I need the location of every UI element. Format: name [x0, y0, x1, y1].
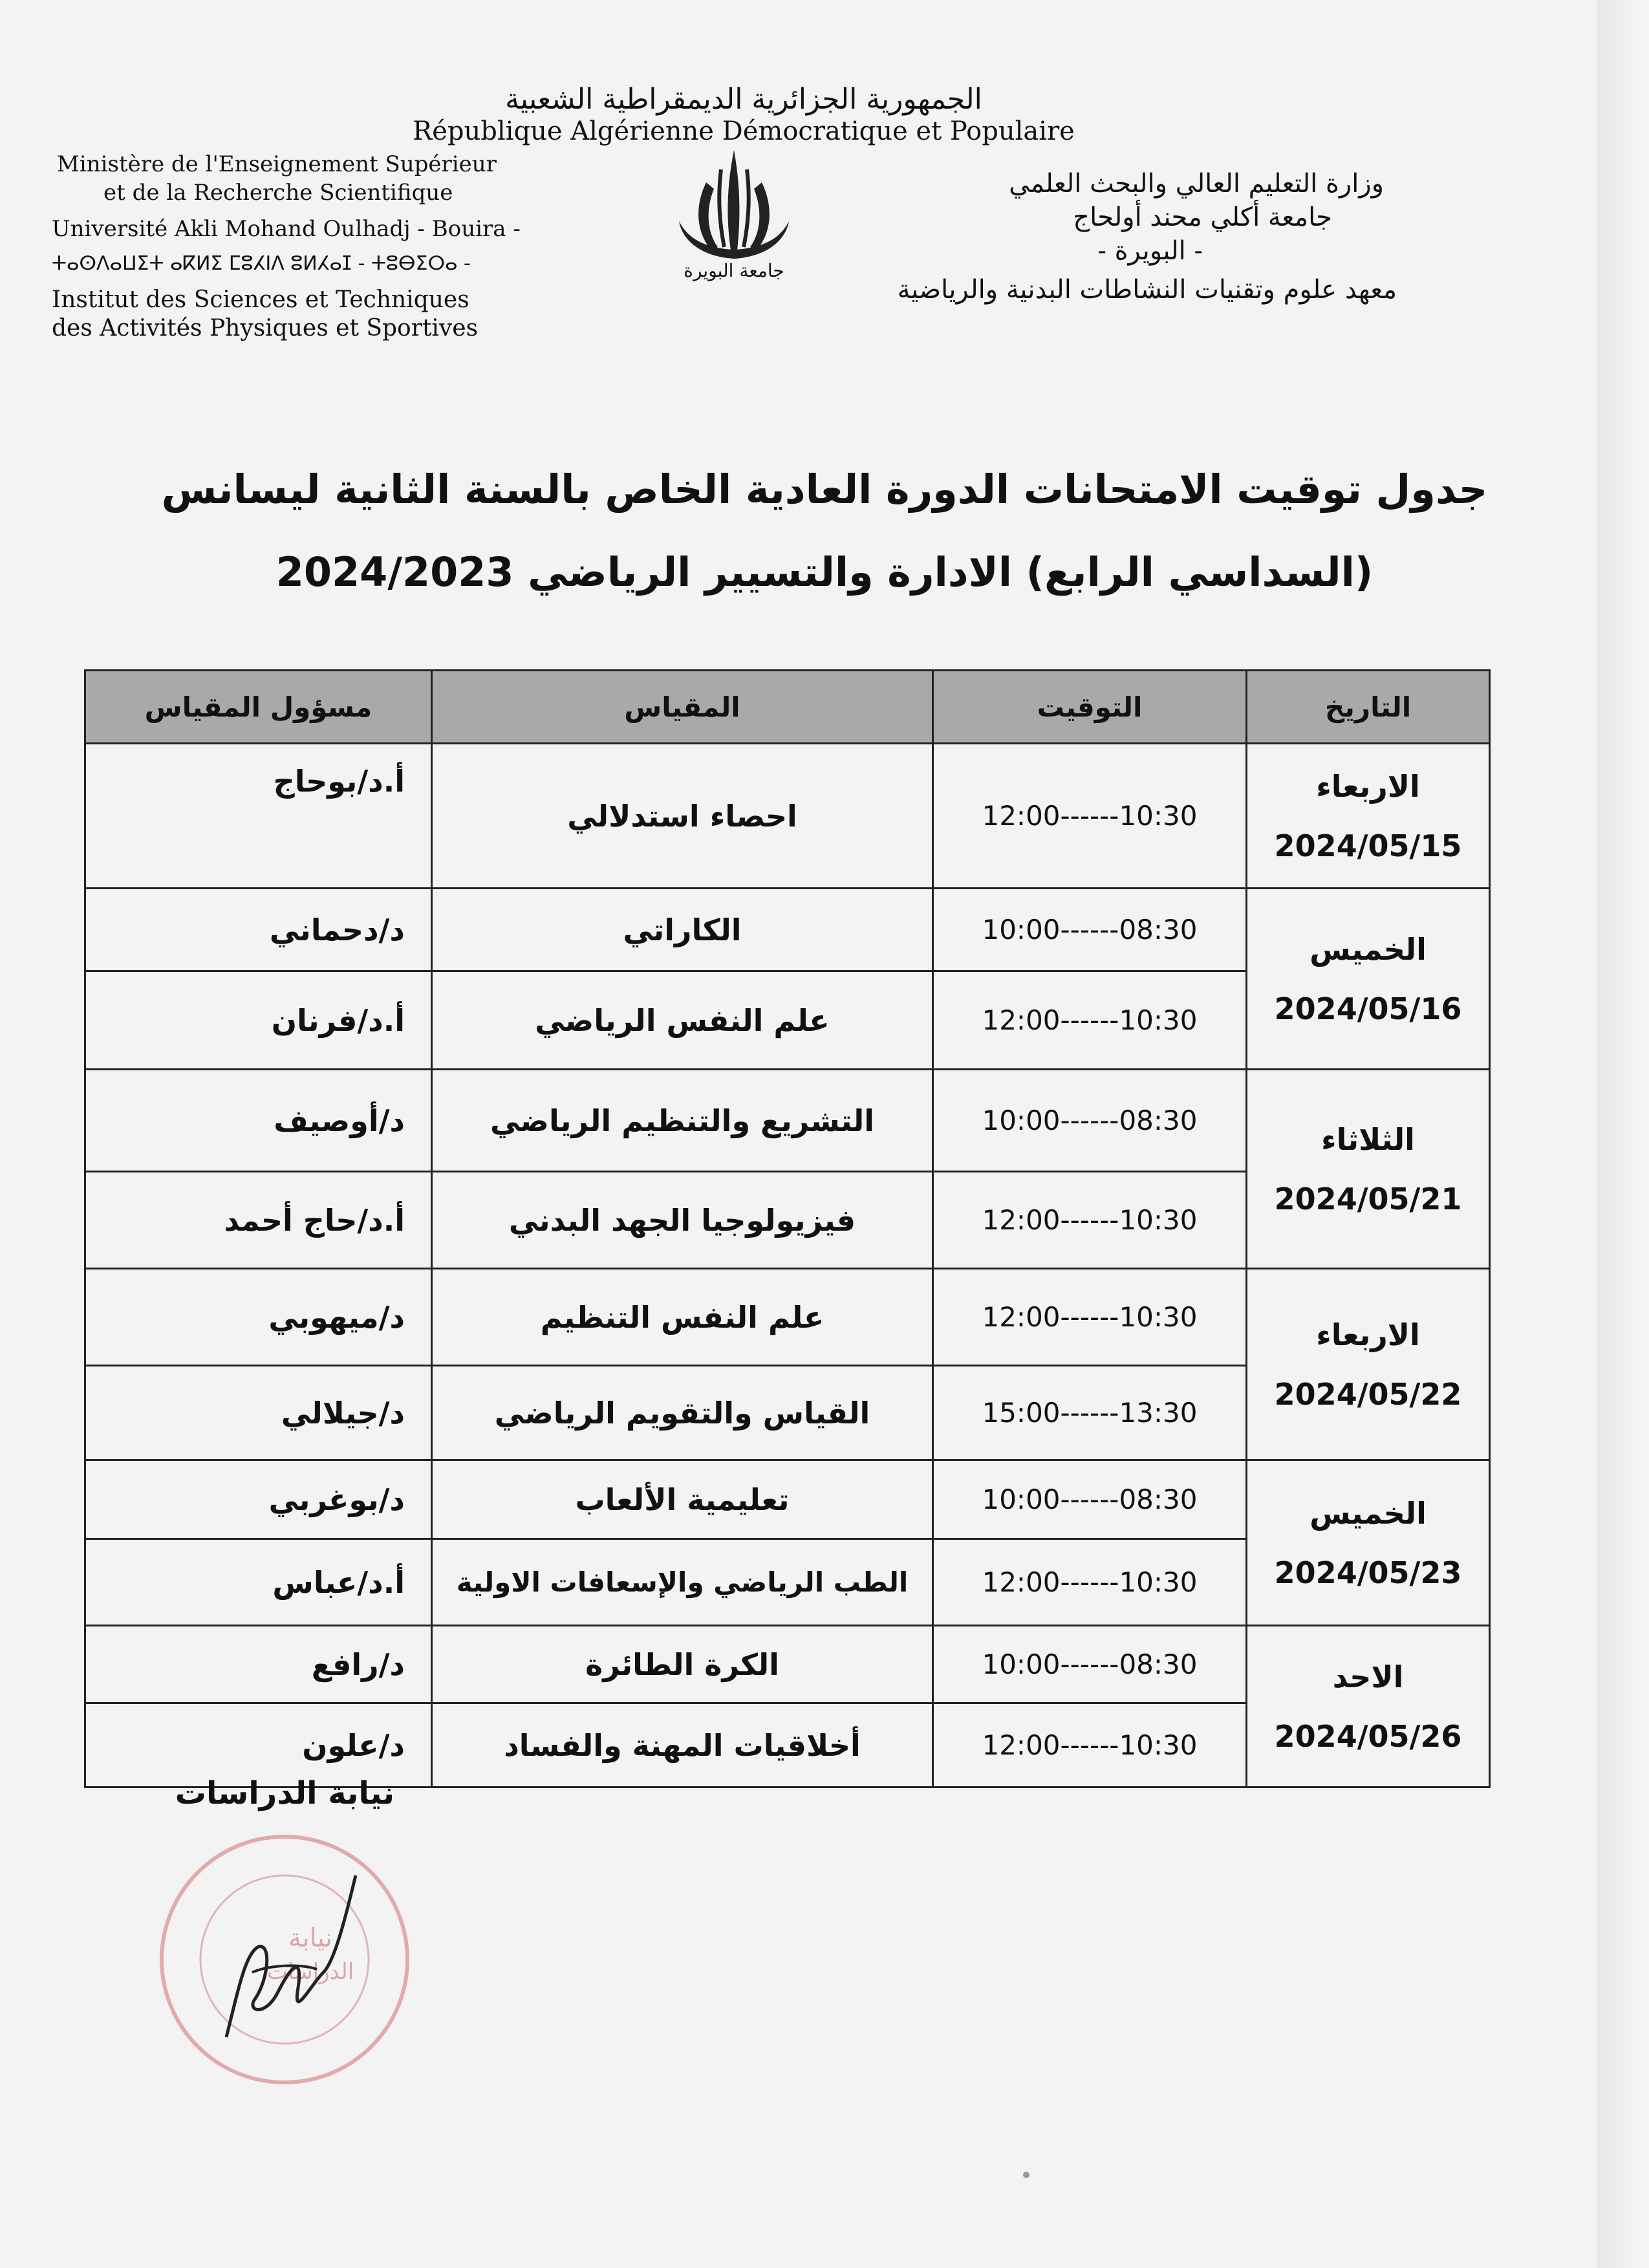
header-time: التوقيت [933, 671, 1247, 744]
day-name: الخميس [1310, 931, 1427, 967]
header-responsible: مسؤول المقياس [85, 671, 432, 744]
subject-cell: احصاء استدلالي [432, 744, 933, 889]
responsible-cell: أ.د/حاج أحمد [85, 1172, 432, 1269]
time-cell: 12:00------10:30 [933, 1269, 1247, 1366]
paper-speck [1023, 2172, 1029, 2178]
subject-cell: علم النفس الرياضي [432, 971, 933, 1070]
exam-schedule-table-wrapper [84, 669, 1489, 1788]
city-ar: - البويرة - [1097, 236, 1203, 266]
responsible-cell: د/ميهوبي [85, 1269, 432, 1366]
date-cell [1247, 1626, 1490, 1787]
table-row [85, 744, 1490, 889]
ministry-fr-line2: et de la Recherche Scientifique [103, 180, 453, 206]
subject-cell: فيزيولوجيا الجهد البدني [432, 1172, 933, 1269]
responsible-cell: د/رافع [85, 1626, 432, 1703]
exam-date: 2024/05/16 [1274, 991, 1462, 1026]
ministry-ar: وزارة التعليم العالي والبحث العلمي [1009, 169, 1384, 199]
date-cell [1247, 744, 1490, 889]
exam-date: 2024/05/22 [1274, 1376, 1462, 1412]
table-row [85, 1070, 1490, 1172]
time-cell: 15:00------13:30 [933, 1366, 1247, 1460]
table-row [85, 1626, 1490, 1703]
page-title-line1: جدول توقيت الامتحانات الدورة العادية الخاص بالسنة الثانية ليسانس [161, 466, 1488, 513]
responsible-cell: د/بوغربي [85, 1460, 432, 1539]
responsible-cell: د/علون [85, 1703, 432, 1787]
subject-cell: علم النفس التنظيم [432, 1269, 933, 1366]
university-logo [666, 144, 802, 292]
header-date: التاريخ [1247, 671, 1490, 744]
day-name: الاحد [1332, 1659, 1404, 1694]
responsible-cell: أ.د/فرنان [85, 971, 432, 1070]
university-ar: جامعة أكلي محند أولحاج [1073, 202, 1332, 232]
date-cell [1247, 1460, 1490, 1626]
studies-office-label: نيابة الدراسات [175, 1775, 394, 1811]
responsible-cell: د/دحماني [85, 889, 432, 971]
header-subject: المقياس [432, 671, 933, 744]
subject-cell: الكاراتي [432, 889, 933, 971]
stamp-icon [149, 1824, 420, 2095]
time-cell: 10:00------08:30 [933, 1626, 1247, 1703]
date-cell [1247, 1070, 1490, 1269]
institute-fr-line2: des Activités Physiques et Sportives [52, 315, 479, 341]
subject-cell: التشريع والتنظيم الرياضي [432, 1070, 933, 1172]
header-right-block [834, 167, 1397, 307]
time-cell: 12:00------10:30 [933, 744, 1247, 889]
responsible-cell: د/أوصيف [85, 1070, 432, 1172]
day-name: الخميس [1310, 1495, 1427, 1531]
day-name: الاربعاء [1316, 1317, 1420, 1352]
day-name: الثلاثاء [1321, 1121, 1415, 1157]
exam-schedule-table [84, 669, 1491, 1788]
day-name: الاربعاء [1316, 768, 1420, 804]
time-cell: 10:00------08:30 [933, 1070, 1247, 1172]
exam-date: 2024/05/21 [1274, 1181, 1462, 1216]
date-cell [1247, 1269, 1490, 1460]
responsible-cell: أ.د/بوحاج [85, 744, 432, 889]
institute-fr-line1: Institut des Sciences et Techniques [52, 286, 469, 313]
republic-arabic: الجمهورية الجزائرية الديمقراطية الشعبية [505, 83, 982, 116]
time-cell: 10:00------08:30 [933, 1460, 1247, 1539]
institute-ar: معهد علوم وتقنيات النشاطات البدنية والرياضية [897, 275, 1397, 305]
date-cell [1247, 889, 1490, 1070]
subject-cell: القياس والتقويم الرياضي [432, 1366, 933, 1460]
time-cell: 10:00------08:30 [933, 889, 1247, 971]
table-header-row [85, 671, 1490, 744]
responsible-cell: د/جيلالي [85, 1366, 432, 1460]
page-edge-shadow [1597, 0, 1649, 2268]
responsible-cell: أ.د/عباس [85, 1539, 432, 1626]
exam-date: 2024/05/15 [1274, 828, 1462, 863]
subject-cell: أخلاقيات المهنة والفساد [432, 1703, 933, 1787]
ministry-fr-line1: Ministère de l'Enseignement Supérieur [57, 151, 497, 177]
logo-caption: جامعة البويرة [684, 260, 784, 281]
time-cell: 12:00------10:30 [933, 1539, 1247, 1626]
time-cell: 12:00------10:30 [933, 971, 1247, 1070]
time-cell: 12:00------10:30 [933, 1172, 1247, 1269]
table-row [85, 1269, 1490, 1366]
exam-date: 2024/05/26 [1274, 1718, 1462, 1754]
exam-date: 2024/05/23 [1274, 1555, 1462, 1590]
time-cell: 12:00------10:30 [933, 1703, 1247, 1787]
stamp-text-2: الدراسات [266, 1959, 354, 1985]
subject-cell: تعليمية الألعاب [432, 1460, 933, 1539]
header-left-block [52, 150, 582, 343]
stamp-text-1: نيابة [288, 1923, 332, 1953]
republic-french: République Algérienne Démocratique et Populaire [413, 116, 1075, 146]
table-row [85, 889, 1490, 971]
page-title-line2: (السداسي الرابع) الادارة والتسيير الرياضي 2024/2023 [275, 548, 1374, 596]
official-stamp [149, 1824, 420, 2095]
university-fr: Université Akli Mohand Oulhadj - Bouira - [52, 216, 521, 242]
table-row [85, 1460, 1490, 1539]
subject-cell: الكرة الطائرة [432, 1626, 933, 1703]
university-tifinagh: ⵜⴰⵙⴷⴰⵡⵉⵜ ⴰⴽⵍⵉ ⵎⵓⵃⵏⴷ ⵓⵍⵃⴰⵊ - ⵜⵓⴱⵉⵔⴰ - [52, 252, 471, 275]
subject-cell: الطب الرياضي والإسعافات الاولية [432, 1539, 933, 1626]
